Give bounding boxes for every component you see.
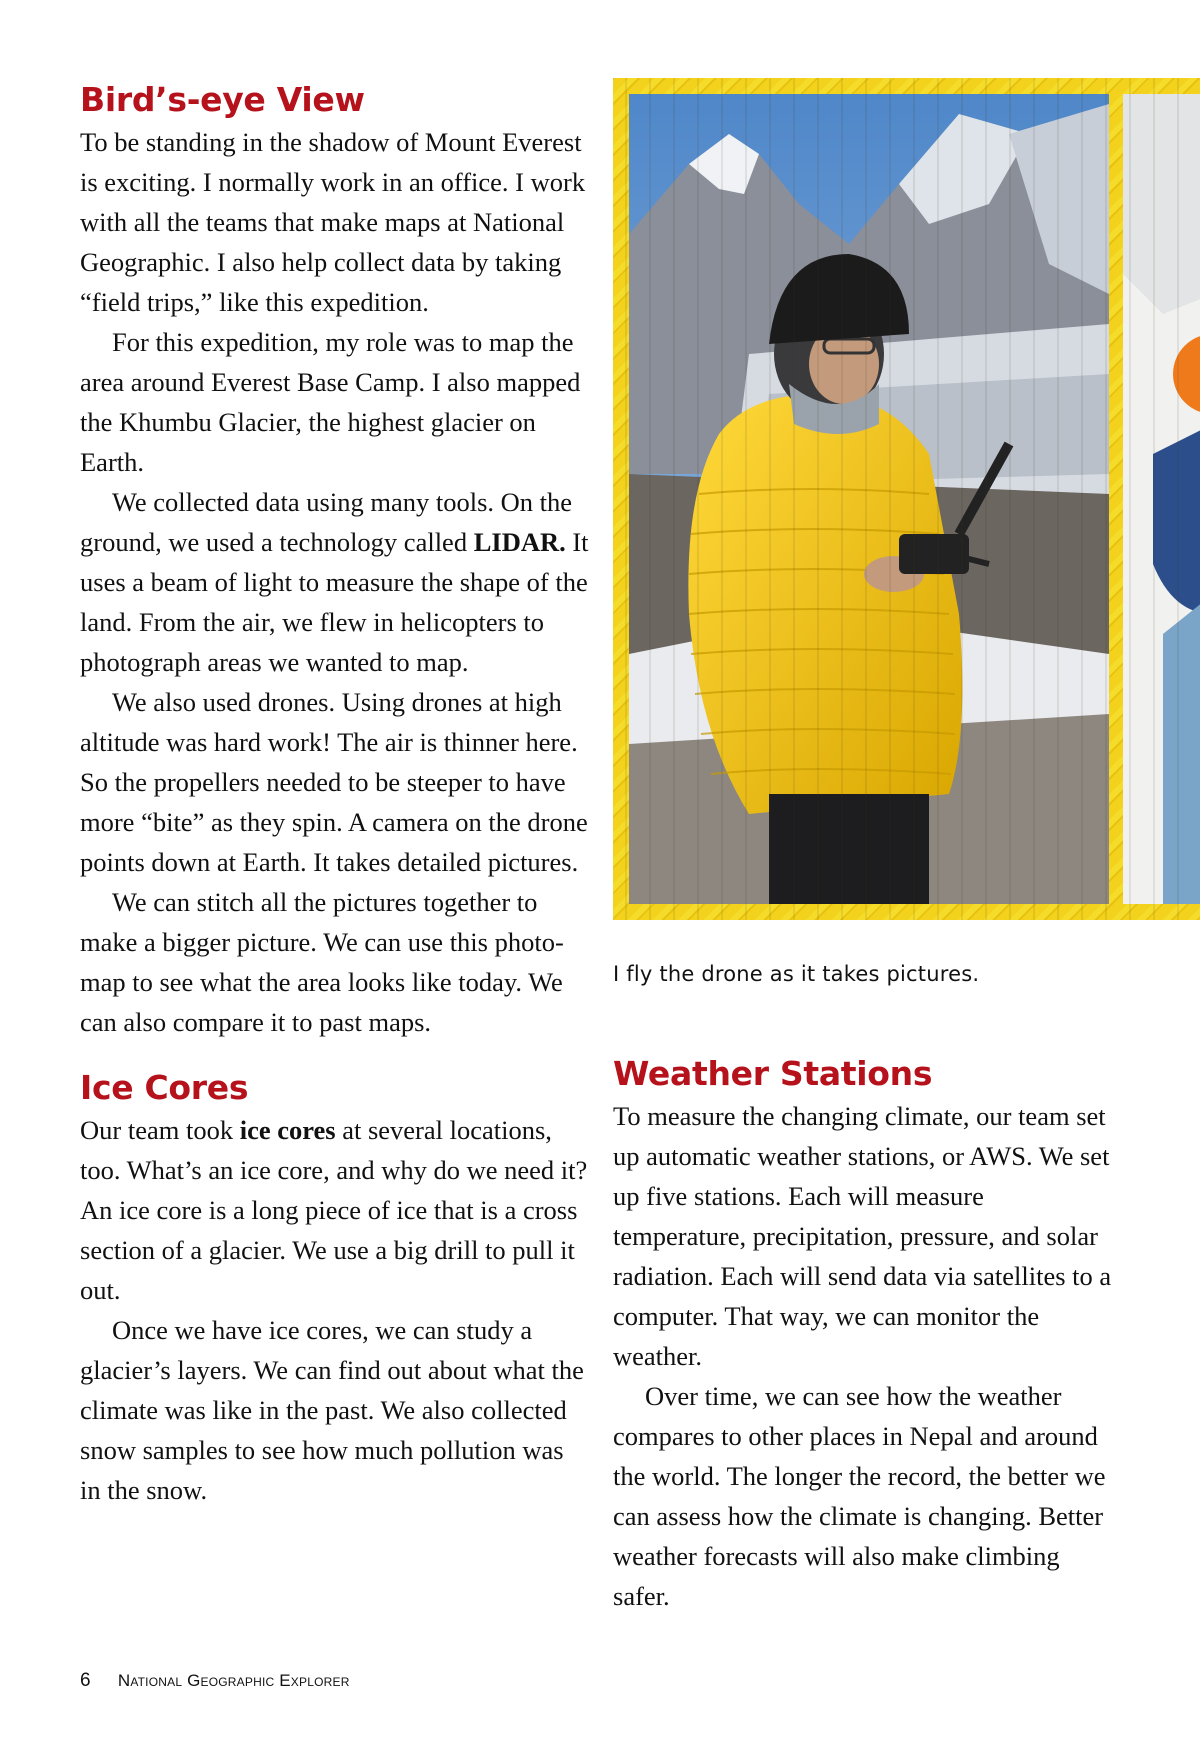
left-column — [80, 80, 590, 1510]
paragraph: To be standing in the shadow of Mount Everest is exciting. I normally work in an office. I work with all the teams that make maps at National Geographic. I also help collect data by taking “field trips,” like this expedition. — [80, 127, 586, 317]
heading-birds-eye-view: Bird’s-eye View — [80, 80, 365, 119]
text-span: It uses a beam of light to measure the shape of the land. From the air, we flew in helicopters to photograph areas we wanted to map. — [80, 527, 589, 677]
photo-illustration — [629, 94, 1109, 904]
photo-side-panel — [1123, 94, 1200, 904]
text-span: Our team took — [80, 1115, 240, 1145]
heading-ice-cores: Ice Cores — [80, 1068, 249, 1107]
paragraph-lidar — [80, 482, 590, 682]
paragraph: We also used drones. Using drones at high altitude was hard work! The air is thinner here. So the propellers needed to be steeper to have more “bite” as they spin. A camera on the drone points down at Earth. It takes detailed pictures. — [80, 687, 588, 877]
photo-caption: I fly the drone as it takes pictures. — [613, 962, 980, 986]
page-footer — [80, 1670, 350, 1692]
term-lidar: LIDAR. — [473, 527, 566, 557]
paragraph: For this expedition, my role was to map the area around Everest Base Camp. I also mapped the Khumbu Glacier, the highest glacier on Earth. — [80, 327, 581, 477]
paragraph: To measure the changing climate, our team set up automatic weather stations, or AWS. We set up five stations. Each will measure temperature, precipitation, pressure, and solar radiation. Each will send data via satellites to a computer. That way, we can monitor the weather. — [613, 1101, 1112, 1371]
publication-name: National Geographic Explorer — [117, 1671, 350, 1690]
photo-drone-pilot — [629, 94, 1109, 904]
paragraph: Once we have ice cores, we can study a glacier’s layers. We can find out about what the climate was like in the past. We also collected snow samples to see how much pollution was in the snow. — [80, 1315, 584, 1505]
paragraph: Over time, we can see how the weather compares to other places in Nepal and around the world. The longer the record, the better we can assess how the climate is changing. Better weather forecasts will also make climbing safer. — [613, 1381, 1106, 1611]
page-number: 6 — [80, 1670, 91, 1691]
term-ice-cores: ice cores — [239, 1115, 336, 1145]
photo-frame — [613, 78, 1200, 920]
text-span: at several locations, too. What’s an ice core, and why do we need it? An ice core is a long piece of ice that is a cross section of a glacier. We use a big drill to pull it out. — [80, 1115, 588, 1305]
photo-side-illustration — [1123, 94, 1200, 904]
text-span: We collected data using many tools. On the ground, we used a technology called — [80, 487, 573, 557]
paragraph: We can stitch all the pictures together to make a bigger picture. We can use this photo-map to see what the area looks like today. We can also compare it to past maps. — [80, 887, 564, 1037]
heading-weather-stations: Weather Stations — [613, 1054, 933, 1093]
paragraph-ice-cores — [80, 1110, 590, 1310]
right-column — [613, 1054, 1113, 1616]
